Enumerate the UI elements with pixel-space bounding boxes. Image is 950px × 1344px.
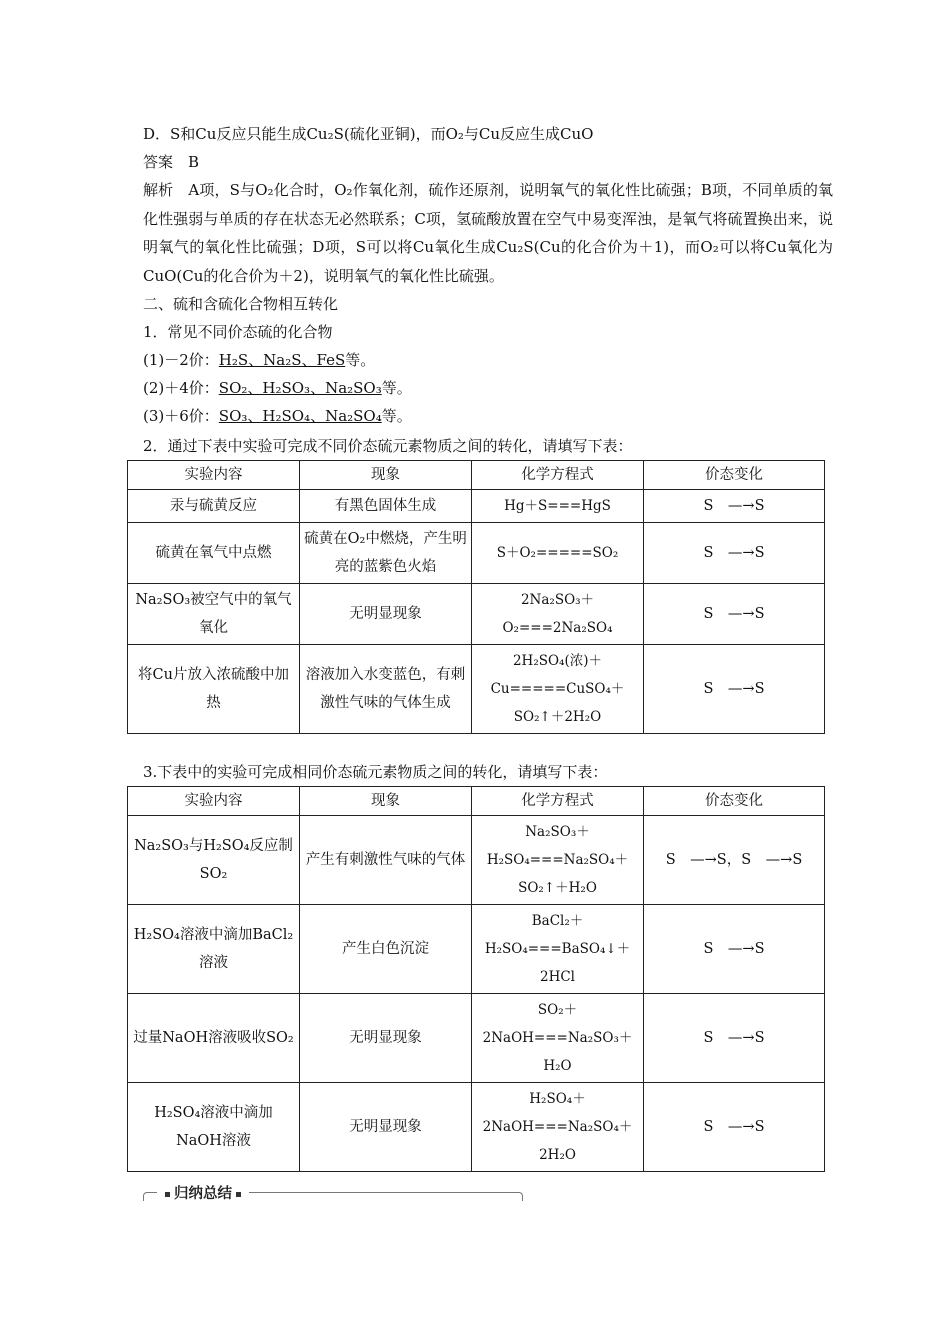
valence-item-3 [143, 402, 833, 430]
col-header: 化学方程式 [472, 461, 644, 490]
cell-equation: BaCl₂＋H₂SO₄===BaSO₄↓＋2HCl [472, 905, 644, 994]
cell-content: Na₂SO₃与H₂SO₄反应制SO₂ [128, 816, 300, 905]
cell-phenomenon: 产生白色沉淀 [300, 905, 472, 994]
valence-suffix: 等。 [381, 407, 412, 425]
col-header: 价态变化 [644, 787, 825, 816]
cell-change: S —→S [644, 523, 825, 584]
cell-phenomenon: 产生有刺激性气味的气体 [300, 816, 472, 905]
valence-compounds: SO₃、H₂SO₄、Na₂SO₄ [218, 407, 382, 425]
cell-equation: 2H₂SO₄(浓)＋Cu=====CuSO₄＋SO₂↑＋2H₂O [472, 645, 644, 734]
table-row [128, 905, 825, 994]
cell-change: S —→S [644, 905, 825, 994]
col-header: 化学方程式 [472, 787, 644, 816]
summary-label: 归纳总结 [174, 1186, 232, 1202]
bullet-icon [236, 1192, 241, 1197]
col-header: 价态变化 [644, 461, 825, 490]
document-body [133, 120, 833, 1172]
cell-phenomenon: 无明显现象 [300, 994, 472, 1083]
table1-caption: 2．通过下表中实验可完成不同价态硫元素物质之间的转化，请填写下表： [143, 437, 633, 455]
cell-phenomenon: 有黑色固体生成 [300, 490, 472, 523]
cell-content: 过量NaOH溶液吸收SO₂ [128, 994, 300, 1083]
cell-phenomenon: 溶液加入水变蓝色，有刺激性气味的气体生成 [300, 645, 472, 734]
subsection-1-title: 1．常见不同价态硫的化合物 [143, 323, 333, 341]
valence-prefix: (3)＋6价： [143, 407, 219, 425]
col-header: 实验内容 [128, 461, 300, 490]
summary-heading [157, 1182, 249, 1203]
cell-phenomenon: 无明显现象 [300, 1083, 472, 1172]
cell-content: Na₂SO₃被空气中的氧气氧化 [128, 584, 300, 645]
col-header: 现象 [300, 461, 472, 490]
cell-change: S —→S [644, 994, 825, 1083]
table-row [128, 584, 825, 645]
table2-caption: 3.下表中的实验可完成相同价态硫元素物质之间的转化，请填写下表： [143, 763, 608, 781]
cell-content: H₂SO₄溶液中滴加NaOH溶液 [128, 1083, 300, 1172]
bullet-icon [165, 1192, 170, 1197]
answer: 答案 B [143, 153, 200, 171]
valence-prefix: (1)－2价： [143, 351, 219, 369]
cell-change: S —→S [644, 645, 825, 734]
table-row [128, 490, 825, 523]
cell-content: 将Cu片放入浓硫酸中加热 [128, 645, 300, 734]
col-header: 现象 [300, 787, 472, 816]
valence-prefix: (2)＋4价： [143, 379, 219, 397]
valence-item-2 [143, 374, 833, 402]
cell-content: H₂SO₄溶液中滴加BaCl₂溶液 [128, 905, 300, 994]
cell-equation: Na₂SO₃＋H₂SO₄===Na₂SO₄＋SO₂↑＋H₂O [472, 816, 644, 905]
table-row [128, 994, 825, 1083]
cell-change: S —→S [644, 490, 825, 523]
cell-content: 硫黄在氧气中点燃 [128, 523, 300, 584]
table-row [128, 1083, 825, 1172]
valence-item-1 [143, 346, 833, 374]
table-same-valence [127, 786, 825, 1172]
cell-equation: 2Na₂SO₃＋O₂===2Na₂SO₄ [472, 584, 644, 645]
table-different-valence [127, 460, 825, 734]
cell-equation: Hg＋S===HgS [472, 490, 644, 523]
table-row [128, 816, 825, 905]
cell-equation: SO₂＋2NaOH===Na₂SO₃＋H₂O [472, 994, 644, 1083]
col-header: 实验内容 [128, 787, 300, 816]
analysis: 解析 A项，S与O₂化合时，O₂作氧化剂，硫作还原剂，说明氧气的氧化性比硫强；B项，不同单质的氧化性强弱与单质的存在状态无必然联系；C项，氢硫酸放置在空气中易变浑浊，是氧气将硫置换出来，说明氧气的氧化性比硫强；D项，S可以将Cu氧化生成Cu₂S(Cu的化合价为＋1)，而O₂可以将Cu氧化为CuO(Cu的化合价为＋2)，说明氧气的氧化性比硫强。 [143, 181, 833, 285]
option-d: D．S和Cu反应只能生成Cu₂S(硫化亚铜)，而O₂与Cu反应生成CuO [143, 125, 594, 143]
cell-change: S —→S [644, 584, 825, 645]
summary-box [143, 1180, 523, 1210]
table-row [128, 645, 825, 734]
cell-change: S —→S [644, 1083, 825, 1172]
table-row [128, 523, 825, 584]
section-title: 二、硫和含硫化合物相互转化 [143, 295, 339, 313]
cell-phenomenon: 无明显现象 [300, 584, 472, 645]
cell-equation: H₂SO₄＋2NaOH===Na₂SO₄＋2H₂O [472, 1083, 644, 1172]
cell-change: S —→S，S —→S [644, 816, 825, 905]
valence-suffix: 等。 [381, 379, 412, 397]
valence-compounds: SO₂、H₂SO₃、Na₂SO₃ [218, 379, 382, 397]
cell-content: 汞与硫黄反应 [128, 490, 300, 523]
cell-phenomenon: 硫黄在O₂中燃烧，产生明亮的蓝紫色火焰 [300, 523, 472, 584]
valence-suffix: 等。 [345, 351, 376, 369]
valence-compounds: H₂S、Na₂S、FeS [218, 351, 346, 369]
cell-equation: S＋O₂=====SO₂ [472, 523, 644, 584]
